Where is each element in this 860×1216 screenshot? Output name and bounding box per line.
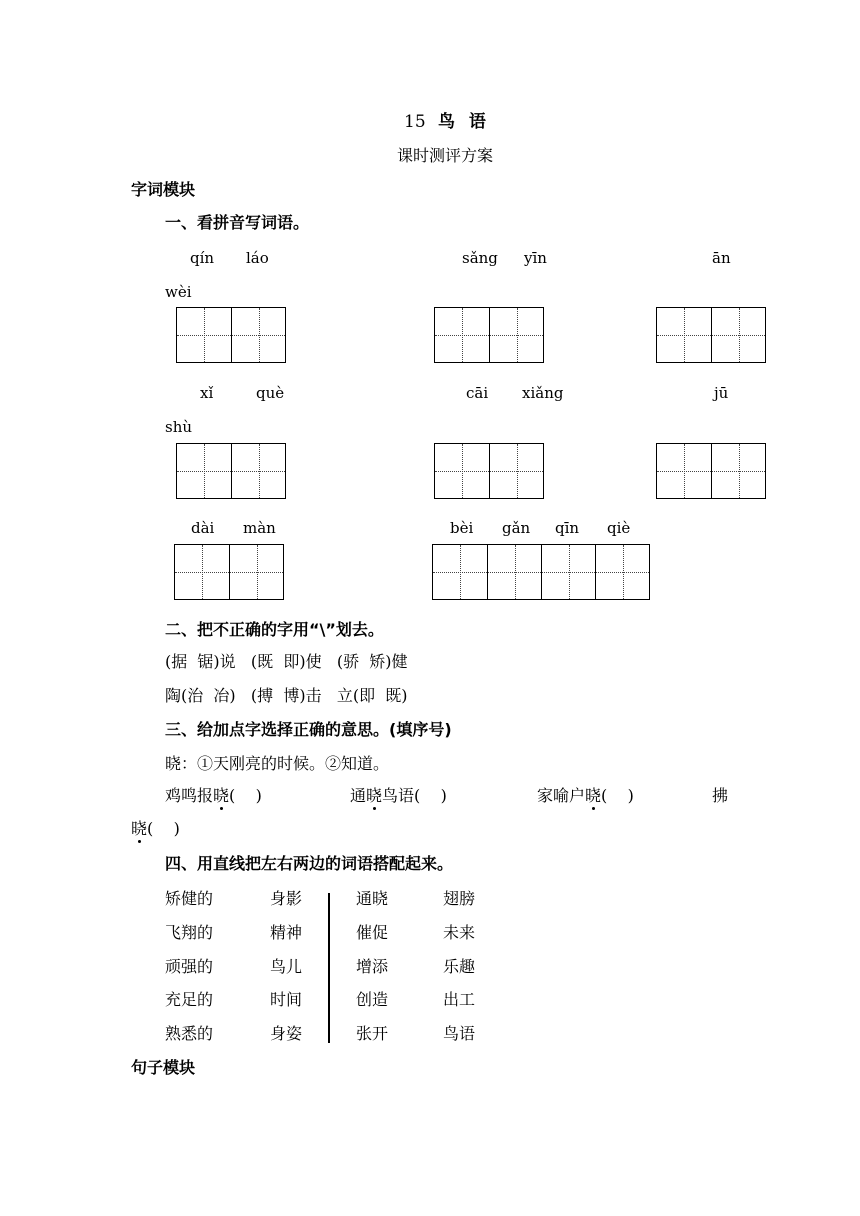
match-word[interactable]: 增添 — [356, 957, 389, 976]
module-heading-sentence: 句子模块 — [131, 1058, 196, 1077]
question-2-title: 二、把不正确的字用“\”划去。 — [165, 620, 384, 639]
pinyin: dài — [191, 519, 215, 537]
column-divider — [328, 893, 330, 1043]
lesson-number: 15 — [404, 112, 426, 132]
pinyin: yīn — [524, 249, 547, 267]
pinyin: qín — [190, 249, 215, 267]
match-word[interactable]: 充足的 — [165, 990, 214, 1009]
pinyin: xiǎng — [522, 384, 564, 402]
match-word[interactable]: 矫健的 — [165, 889, 214, 908]
match-word[interactable]: 飞翔的 — [165, 923, 214, 942]
writing-grid[interactable] — [434, 307, 544, 363]
pinyin: láo — [246, 249, 269, 267]
q3-item: 家喻户晓( ) — [537, 786, 634, 805]
q3-item-wrap — [131, 819, 180, 839]
pinyin: qīn — [555, 519, 580, 537]
question-3-title: 三、给加点字选择正确的意思。(填序号) — [165, 720, 452, 739]
writing-grid[interactable] — [434, 443, 544, 499]
q3-meaning: 晓：①天刚亮的时候。②知道。 — [165, 754, 390, 773]
match-word[interactable]: 身姿 — [270, 1024, 303, 1043]
writing-grid[interactable] — [176, 307, 286, 363]
match-word[interactable]: 翅膀 — [443, 889, 476, 908]
question-4-title: 四、用直线把左右两边的词语搭配起来。 — [165, 854, 454, 873]
dotted-character: 晓 — [213, 786, 230, 805]
pinyin: wèi — [165, 283, 192, 301]
pinyin: gǎn — [502, 519, 531, 537]
answer-blank[interactable]: ( ) — [229, 786, 262, 805]
writing-grid[interactable] — [176, 443, 286, 499]
pinyin: màn — [243, 519, 276, 537]
lesson-title: 鸟 语 — [438, 112, 490, 132]
page-subtitle: 课时测评方案 — [397, 146, 494, 165]
match-word[interactable]: 精神 — [270, 923, 303, 942]
pinyin: qiè — [607, 519, 631, 537]
match-word[interactable]: 顽强的 — [165, 957, 214, 976]
match-word[interactable]: 出工 — [443, 990, 476, 1009]
pinyin: cāi — [466, 384, 489, 402]
match-word[interactable]: 鸟儿 — [270, 957, 303, 976]
writing-grid[interactable] — [174, 544, 284, 600]
writing-grid[interactable] — [656, 443, 766, 499]
pinyin: jū — [714, 384, 729, 402]
match-word[interactable]: 乐趣 — [443, 957, 476, 976]
match-word[interactable]: 催促 — [356, 923, 389, 942]
q2-line-1: (据 锯)说 (既 即)使 (骄 矫)健 — [165, 652, 408, 671]
q3-item: 鸡鸣报晓( ) — [165, 786, 262, 805]
pinyin: ān — [712, 249, 731, 267]
q3-item: 拂 — [712, 786, 729, 805]
match-word[interactable]: 鸟语 — [443, 1024, 476, 1043]
answer-blank[interactable]: ( ) — [147, 819, 180, 838]
pinyin: què — [256, 384, 285, 402]
module-heading-word: 字词模块 — [131, 180, 196, 199]
match-word[interactable]: 身影 — [270, 889, 303, 908]
writing-grid[interactable] — [432, 544, 650, 600]
match-word[interactable]: 张开 — [356, 1024, 389, 1043]
dotted-character: 晓 — [366, 786, 383, 805]
match-word[interactable]: 未来 — [443, 923, 476, 942]
dotted-character: 晓 — [585, 786, 602, 805]
match-word[interactable]: 通晓 — [356, 889, 389, 908]
match-word[interactable]: 熟悉的 — [165, 1024, 214, 1043]
pinyin: bèi — [450, 519, 474, 537]
pinyin: sǎng — [462, 249, 498, 267]
writing-grid[interactable] — [656, 307, 766, 363]
answer-blank[interactable]: 鸟语( ) — [382, 786, 447, 805]
match-word[interactable]: 时间 — [270, 990, 303, 1009]
answer-blank[interactable]: ( ) — [601, 786, 634, 805]
pinyin: xǐ — [200, 384, 214, 402]
q3-item: 通晓鸟语( ) — [350, 786, 447, 805]
match-word[interactable]: 创造 — [356, 990, 389, 1009]
question-1-title: 一、看拼音写词语。 — [165, 213, 310, 232]
pinyin: shù — [165, 418, 193, 436]
q2-line-2: 陶(治 冶) (搏 博)击 立(即 既) — [165, 686, 408, 705]
dotted-character: 晓 — [131, 819, 148, 838]
